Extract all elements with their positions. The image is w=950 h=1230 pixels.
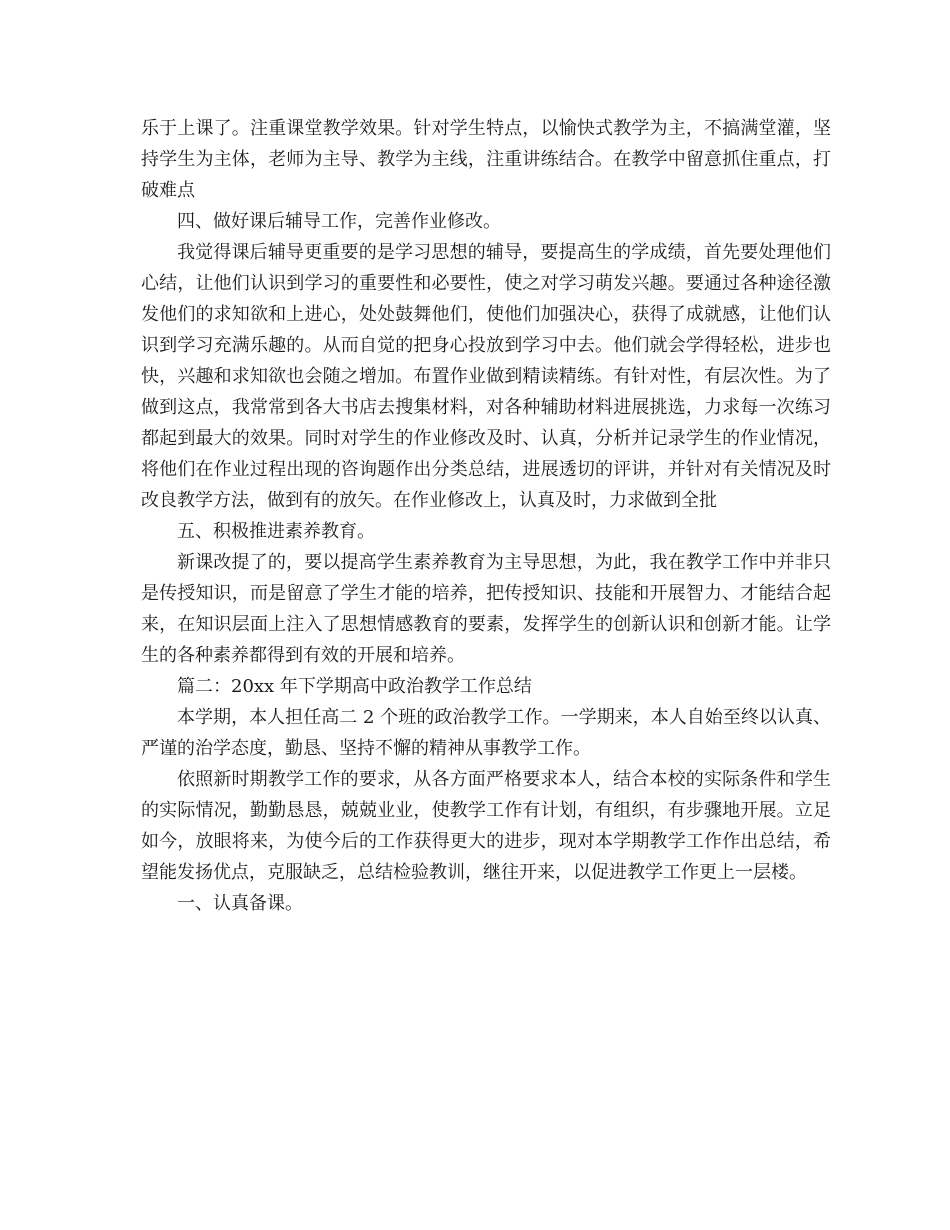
paragraph: 新课改提了的，要以提高学生素养教育为主导思想，为此，我在教学工作中并非只是传授知识，而是留意了学生才能的培养，把传授知识、技能和开展智力、才能结合起来，在知识层面上注入了思想情感教育的要素，发挥学生的创新认识和创新才能。让学生的各种素养都得到有效的开展和培养。 [141, 552, 831, 666]
document-body [141, 113, 831, 919]
article-title: 篇二：20xx 年下学期高中政治教学工作总结 [177, 676, 532, 697]
paragraph: 依照新时期教学工作的要求，从各方面严格要求本人，结合本校的实际条件和学生的实际情况，勤勤恳恳，兢兢业业，使教学工作有计划，有组织，有步骤地开展。立足如今，放眼将来，为使今后的工作获得更大的进步，现对本学期教学工作作出总结，希望能发扬优点，克服缺乏，总结检验教训，继往开来，以促进教学工作更上一层楼。 [141, 769, 831, 883]
section-heading: 四、做好课后辅导工作，完善作业修改。 [177, 211, 501, 232]
section-heading: 一、认真备课。 [177, 893, 303, 914]
paragraph: 乐于上课了。注重课堂教学效果。针对学生特点，以愉快式教学为主，不搞满堂灌，坚持学生为主体，老师为主导、教学为主线，注重讲练结合。在教学中留意抓住重点，打破难点 [141, 118, 831, 201]
section-heading: 五、积极推进素养教育。 [177, 521, 375, 542]
paragraph: 我觉得课后辅导更重要的是学习思想的辅导，要提高生的学成绩，首先要处理他们心结，让他们认识到学习的重要性和必要性，使之对学习萌发兴趣。要通过各种途径激发他们的求知欲和上进心，处处鼓舞他们，使他们加强决心，获得了成就感，让他们认识到学习充满乐趣的。从而自觉的把身心投放到学习中去。他们就会学得轻松，进步也快，兴趣和求知欲也会随之增加。布置作业做到精读精练。有针对性，有层次性。为了做到这点，我常常到各大书店去搜集材料，对各种辅助材料进展挑选，力求每一次练习都起到最大的效果。同时对学生的作业修改及时、认真，分析并记录学生的作业情况，将他们在作业过程出现的咨询题作出分类总结，进展透切的评讲，并针对有关情况及时改良教学方法，做到有的放矢。在作业修改上，认真及时，力求做到全批 [141, 242, 831, 511]
paragraph: 本学期，本人担任高二 2 个班的政治教学工作。一学期来，本人自始至终以认真、严谨的治学态度，勤恳、坚持不懈的精神从事教学工作。 [141, 707, 831, 759]
